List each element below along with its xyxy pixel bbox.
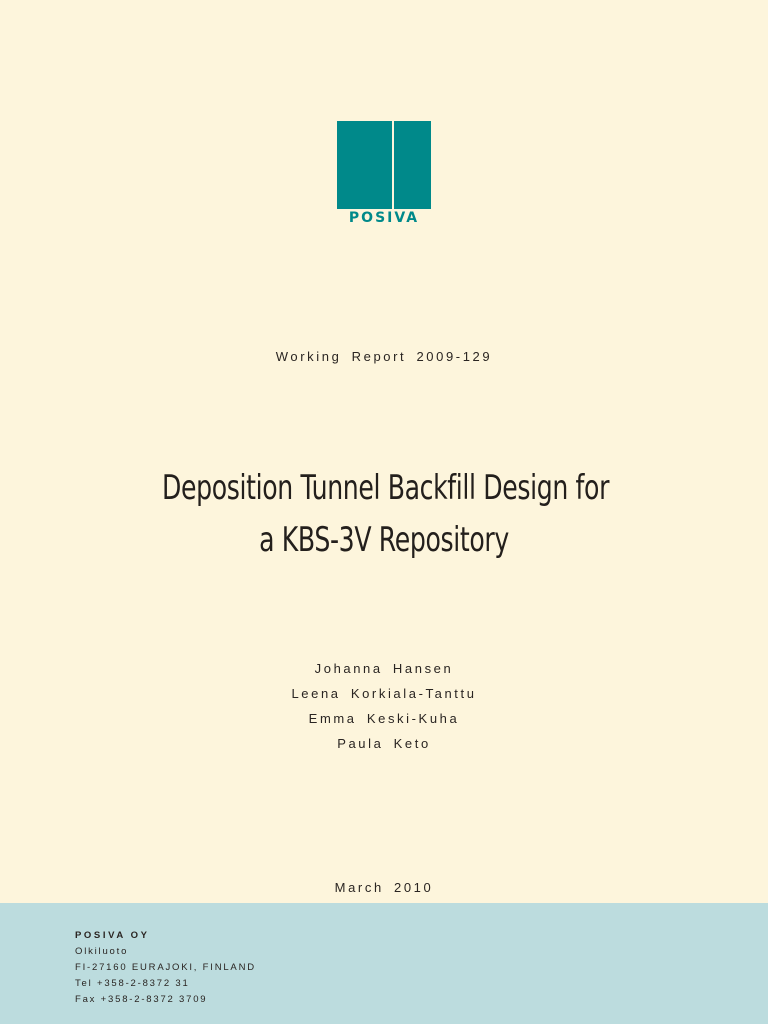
footer-band (0, 903, 768, 1024)
posiva-logo (337, 121, 431, 227)
address-line: Olkiluoto (75, 946, 129, 957)
phone-line: Tel +358-2-8372 31 (75, 978, 190, 989)
author-name: Leena Korkiala-Tanttu (291, 686, 477, 701)
logo-wordmark: POSIVA (348, 210, 420, 226)
report-number: Working Report 2009-129 (275, 349, 493, 364)
address-line: FI-27160 EURAJOKI, FINLAND (75, 962, 256, 973)
company-address (75, 928, 256, 1008)
title-line-1: Deposition Tunnel Backfill Design for (162, 468, 610, 508)
fax-line: Fax +358-2-8372 3709 (75, 994, 208, 1005)
publication-date: March 2010 (334, 880, 434, 895)
title-line-2: a KBS-3V Repository (259, 520, 509, 560)
author-name: Johanna Hansen (314, 661, 454, 676)
report-title (162, 462, 610, 566)
author-list (0, 656, 768, 756)
author-name: Paula Keto (337, 736, 431, 751)
author-name: Emma Keski-Kuha (308, 711, 460, 726)
company-name: POSIVA OY (75, 930, 150, 941)
logo-divider (392, 121, 394, 209)
logo-square-icon (337, 121, 431, 209)
